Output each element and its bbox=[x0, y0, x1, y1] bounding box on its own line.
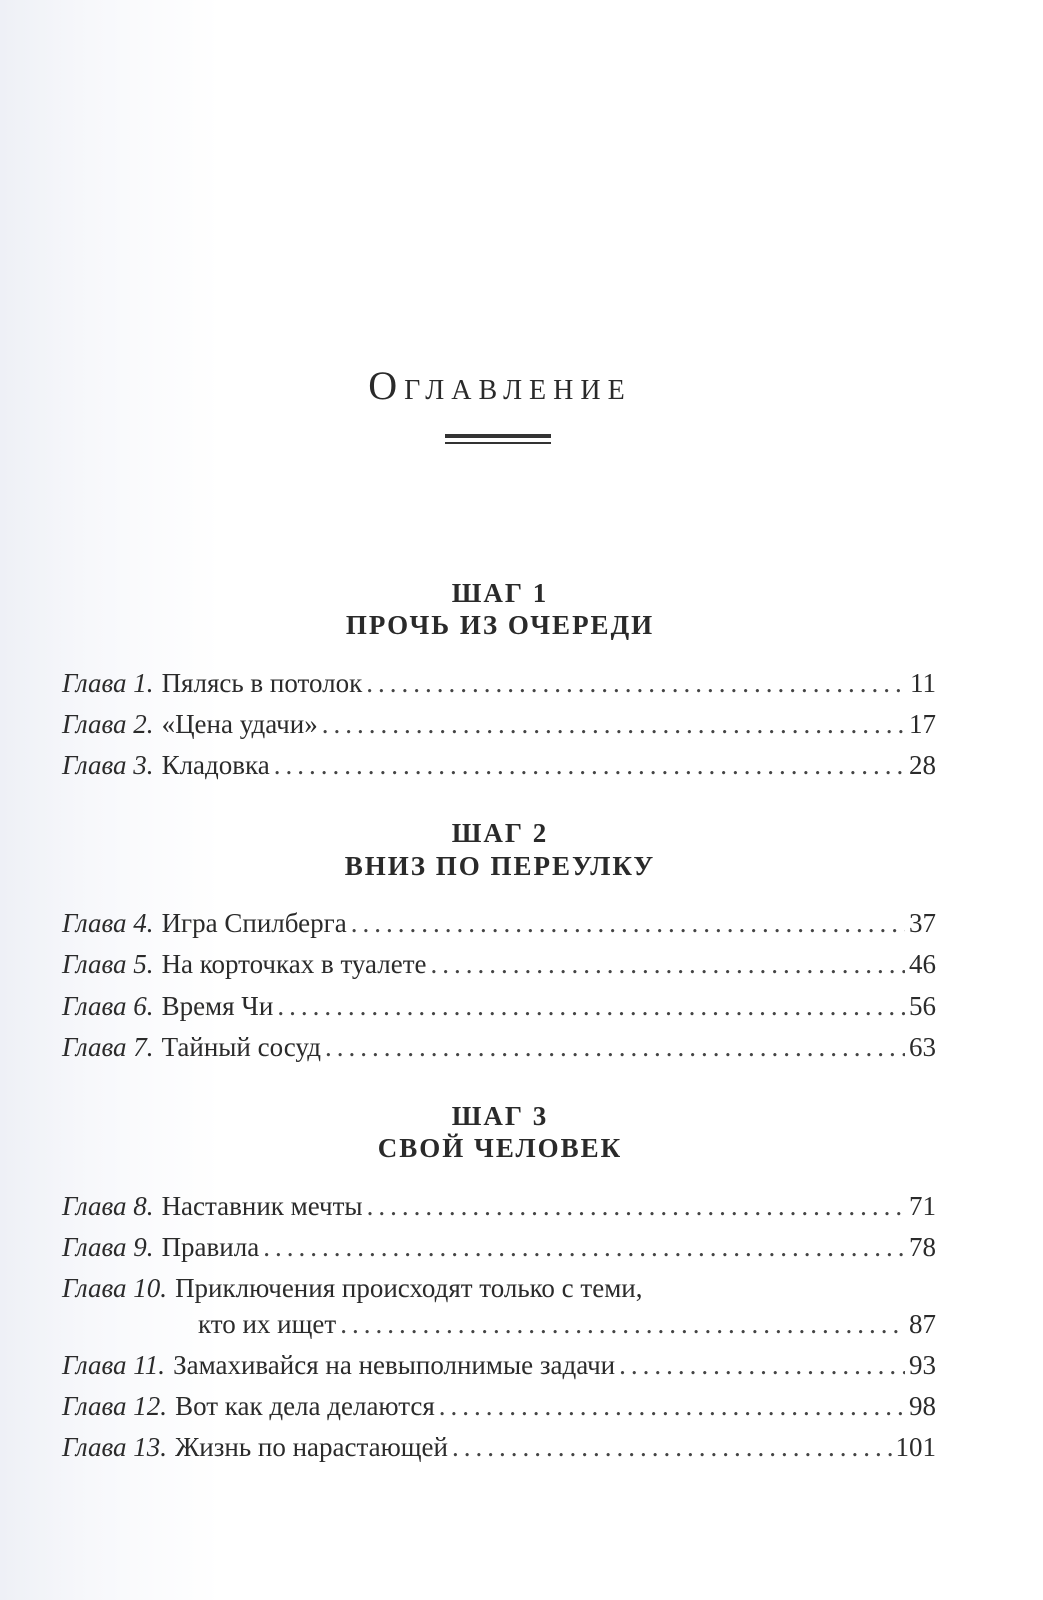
chapter-label: Глава 12. bbox=[62, 1391, 168, 1421]
chapter-title-continuation: кто их ищет bbox=[198, 1309, 337, 1339]
toc-entry[interactable] bbox=[62, 1345, 936, 1385]
page-number: 11 bbox=[910, 668, 936, 698]
leader-dots bbox=[277, 986, 905, 1026]
chapter-title: Правила bbox=[161, 1232, 260, 1262]
chapter-label: Глава 1. bbox=[62, 668, 154, 698]
chapter-title: Время Чи bbox=[161, 991, 274, 1021]
chapter-label: Глава 6. bbox=[62, 991, 154, 1021]
toc-entry-continuation[interactable] bbox=[198, 1304, 936, 1344]
step-2-title: ВНИЗ ПО ПЕРЕУЛКУ bbox=[344, 851, 656, 881]
chapter-label: Глава 8. bbox=[62, 1191, 154, 1221]
step-1-label: ШАГ 1 bbox=[451, 578, 549, 608]
step-3-label: ШАГ 3 bbox=[451, 1101, 549, 1131]
toc-entry[interactable] bbox=[62, 704, 936, 744]
toc-entry[interactable] bbox=[62, 1227, 936, 1267]
page-number: 87 bbox=[909, 1309, 936, 1339]
leader-dots bbox=[367, 1186, 905, 1226]
chapter-title: На корточках в туалете bbox=[161, 949, 427, 979]
page-number: 28 bbox=[909, 750, 936, 780]
chapter-label: Глава 13. bbox=[62, 1432, 168, 1462]
toc-entry[interactable] bbox=[62, 745, 936, 785]
page-number: 71 bbox=[909, 1191, 936, 1221]
toc-entry[interactable] bbox=[62, 944, 936, 984]
page-number: 37 bbox=[909, 908, 936, 938]
chapter-title: Приключения происходят только с теми, bbox=[175, 1273, 643, 1303]
leader-dots bbox=[325, 1027, 905, 1067]
chapter-label: Глава 11. bbox=[62, 1350, 166, 1380]
chapter-label: Глава 10. bbox=[62, 1273, 168, 1303]
leader-dots bbox=[351, 903, 905, 943]
chapter-title: Тайный сосуд bbox=[161, 1032, 321, 1062]
chapter-title: Замахивайся на невыполнимые задачи bbox=[173, 1350, 616, 1380]
chapter-title: Вот как дела делаются bbox=[175, 1391, 435, 1421]
chapter-title: Жизнь по нарастающей bbox=[175, 1432, 448, 1462]
chapter-label: Глава 4. bbox=[62, 908, 154, 938]
toc-entry[interactable] bbox=[62, 663, 936, 703]
page-number: 17 bbox=[909, 709, 936, 739]
toc-entry[interactable] bbox=[62, 1268, 936, 1308]
page-number: 101 bbox=[895, 1432, 936, 1462]
leader-dots bbox=[263, 1227, 905, 1267]
chapter-title: Наставник мечты bbox=[161, 1191, 363, 1221]
leader-dots bbox=[322, 704, 905, 744]
toc-entry[interactable] bbox=[62, 1027, 936, 1067]
step-2-label: ШАГ 2 bbox=[451, 818, 549, 848]
toc-entry[interactable] bbox=[62, 1186, 936, 1226]
leader-dots bbox=[452, 1427, 892, 1467]
toc-entry[interactable] bbox=[62, 1427, 936, 1467]
chapter-title: Игра Спилберга bbox=[161, 908, 347, 938]
chapter-label: Глава 7. bbox=[62, 1032, 154, 1062]
toc-title: Оглавление bbox=[368, 363, 632, 408]
chapter-label: Глава 3. bbox=[62, 750, 154, 780]
leader-dots bbox=[366, 663, 906, 703]
leader-dots bbox=[274, 745, 905, 785]
page-number: 93 bbox=[909, 1350, 936, 1380]
leader-dots bbox=[619, 1345, 905, 1385]
leader-dots bbox=[431, 944, 906, 984]
page-number: 78 bbox=[909, 1232, 936, 1262]
step-3-title: СВОЙ ЧЕЛОВЕК bbox=[377, 1133, 623, 1163]
chapter-title: Пялясь в потолок bbox=[161, 668, 363, 698]
title-rule-thin bbox=[445, 442, 551, 444]
step-1-title: ПРОЧЬ ИЗ ОЧЕРЕДИ bbox=[345, 610, 655, 640]
chapter-label: Глава 5. bbox=[62, 949, 154, 979]
page-number: 63 bbox=[909, 1032, 936, 1062]
toc-entry[interactable] bbox=[62, 986, 936, 1026]
page-number: 46 bbox=[909, 949, 936, 979]
toc-entry[interactable] bbox=[62, 903, 936, 943]
page-number: 98 bbox=[909, 1391, 936, 1421]
chapter-label: Глава 2. bbox=[62, 709, 154, 739]
chapter-title: Кладовка bbox=[161, 750, 270, 780]
leader-dots bbox=[340, 1304, 905, 1344]
page-number: 56 bbox=[909, 991, 936, 1021]
chapter-title: «Цена удачи» bbox=[161, 709, 318, 739]
leader-dots bbox=[439, 1386, 905, 1426]
chapter-label: Глава 9. bbox=[62, 1232, 154, 1262]
toc-entry[interactable] bbox=[62, 1386, 936, 1426]
title-rule-thick bbox=[445, 434, 551, 438]
